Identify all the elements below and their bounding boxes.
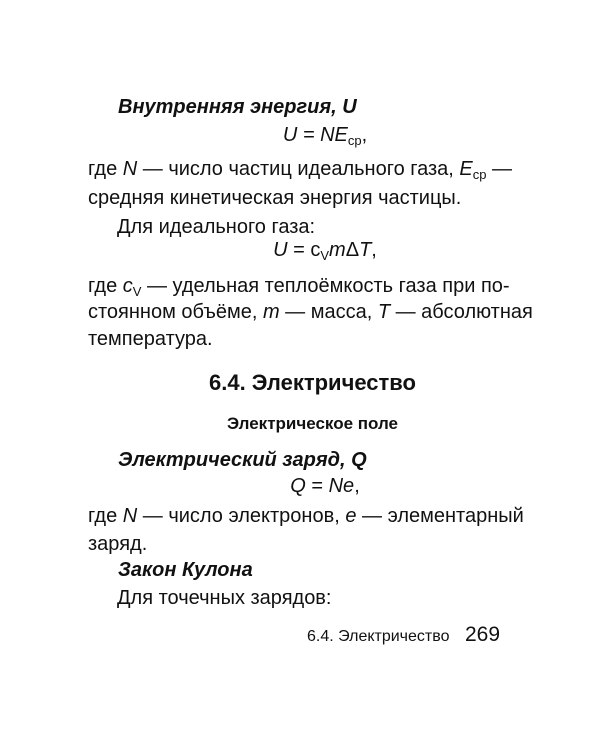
coulomb-law-intro: Для точечных зарядов:	[117, 587, 332, 609]
page-number: 269	[465, 623, 501, 646]
internal-energy-formula: $U = NE_{ср}$,	[282, 124, 368, 148]
electric-charge-explanation-line2: заряд.	[88, 533, 148, 555]
electric-charge-explanation-line1: где N — число электронов, e — элементарный	[88, 505, 524, 527]
internal-energy-heading: Внутренняя энергия, U	[118, 96, 357, 118]
ideal-gas-explanation-line2: стоянном объёме, m — масса, T — абсолютная	[88, 301, 533, 323]
electric-charge-formula: Q = Ne,	[290, 475, 360, 497]
internal-energy-explanation-line2: средняя кинетическая энергия частицы.	[88, 187, 462, 209]
internal-energy-explanation-line1: где N — число частиц идеального газа, $E_{ср}$ —	[88, 158, 513, 182]
section-title: 6.4. Электричество	[209, 370, 416, 395]
ideal-gas-intro: Для идеального газа:	[117, 216, 316, 238]
ideal-gas-explanation-line1: где $c_V$ — удельная теплоёмкость газа при по-	[88, 275, 510, 299]
ideal-gas-formula: $U = c_Vm\Delta T$,	[273, 239, 377, 263]
ideal-gas-explanation-line3: температура.	[88, 328, 213, 350]
coulomb-law-heading: Закон Кулона	[118, 559, 253, 581]
electric-charge-heading: Электрический заряд, Q	[118, 449, 367, 471]
section-subtitle: Электрическое поле	[226, 414, 399, 433]
running-footer-section: 6.4. Электричество	[307, 628, 450, 645]
